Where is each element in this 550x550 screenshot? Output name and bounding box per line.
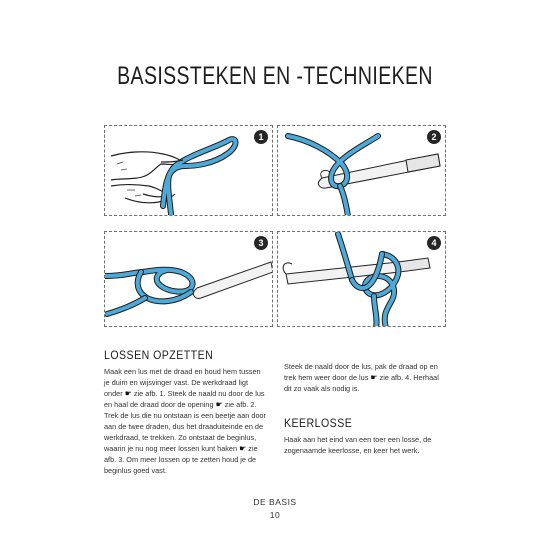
lossen-paragraph-continued (284, 361, 444, 394)
lossen-col2-text-2: zie afb. 4. Herhaal dit zo vaak als nodig is. (284, 373, 439, 393)
figure-number-badge: 1 (254, 130, 268, 144)
lossen-paragraph (104, 366, 267, 476)
footer-page-number: 10 (269, 510, 281, 520)
lossen-column-2 (284, 361, 444, 394)
lossen-text-1: Maak een lus met de draad en houd hem tussen je duim en wijsvinger vast. De werkdraad ligt onder (104, 367, 261, 398)
lossen-column-1 (104, 366, 267, 476)
keerlosse-text: Haak aan het eind van een toer een losse, de zogenaamde keerlosse, en keer het werk. (284, 435, 432, 455)
lossen-text-3: zie afb. 2. Trek de lus die nu ontstaan is een beetje aan door aan de twee draden, dus het draaduiteinde en de werkdraad, te trekken. Zo ontstaat de beginlus, waarin je nu nog meer lossen kunt haken (104, 400, 266, 453)
figure-2-panel (277, 125, 446, 216)
figure-number-badge: 3 (254, 236, 268, 250)
pointing-hand-icon: ☛ (124, 389, 132, 398)
figure-number-badge: 2 (427, 130, 441, 144)
pointing-hand-icon: ☛ (370, 373, 378, 382)
page-title: BASISSTEKEN EN -TECHNIEKEN (117, 62, 433, 90)
lossen-text-4: zie afb. 3. Om meer lossen op te zetten houd je de beginlus goed vast. (104, 444, 258, 475)
lossen-text-2: zie afb. 1. Steek de naald nu door de lus en haal de draad door de opening (104, 389, 265, 409)
section-heading-keerlosse: KEERLOSSE (284, 418, 353, 430)
pointing-hand-icon: ☛ (215, 400, 223, 409)
figure-3-panel (104, 231, 273, 327)
slip-knot-on-hook-illustration (278, 232, 446, 327)
figure-1-panel (104, 125, 273, 216)
hands-forming-loop-illustration (105, 126, 273, 216)
pointing-hand-icon: ☛ (239, 444, 247, 453)
section-heading-lossen-opzetten: LOSSEN OPZETTEN (104, 350, 214, 362)
figure-number-badge: 4 (427, 236, 441, 250)
hook-through-loop-illustration (278, 126, 446, 216)
figure-4-panel (277, 231, 446, 327)
hook-pulling-loop-illustration (105, 232, 273, 327)
footer-section-label: DE BASIS (253, 497, 297, 507)
lossen-col2-text-1: Steek de naald door de lus, pak de draad op en trek hem weer door de lus (284, 362, 438, 382)
